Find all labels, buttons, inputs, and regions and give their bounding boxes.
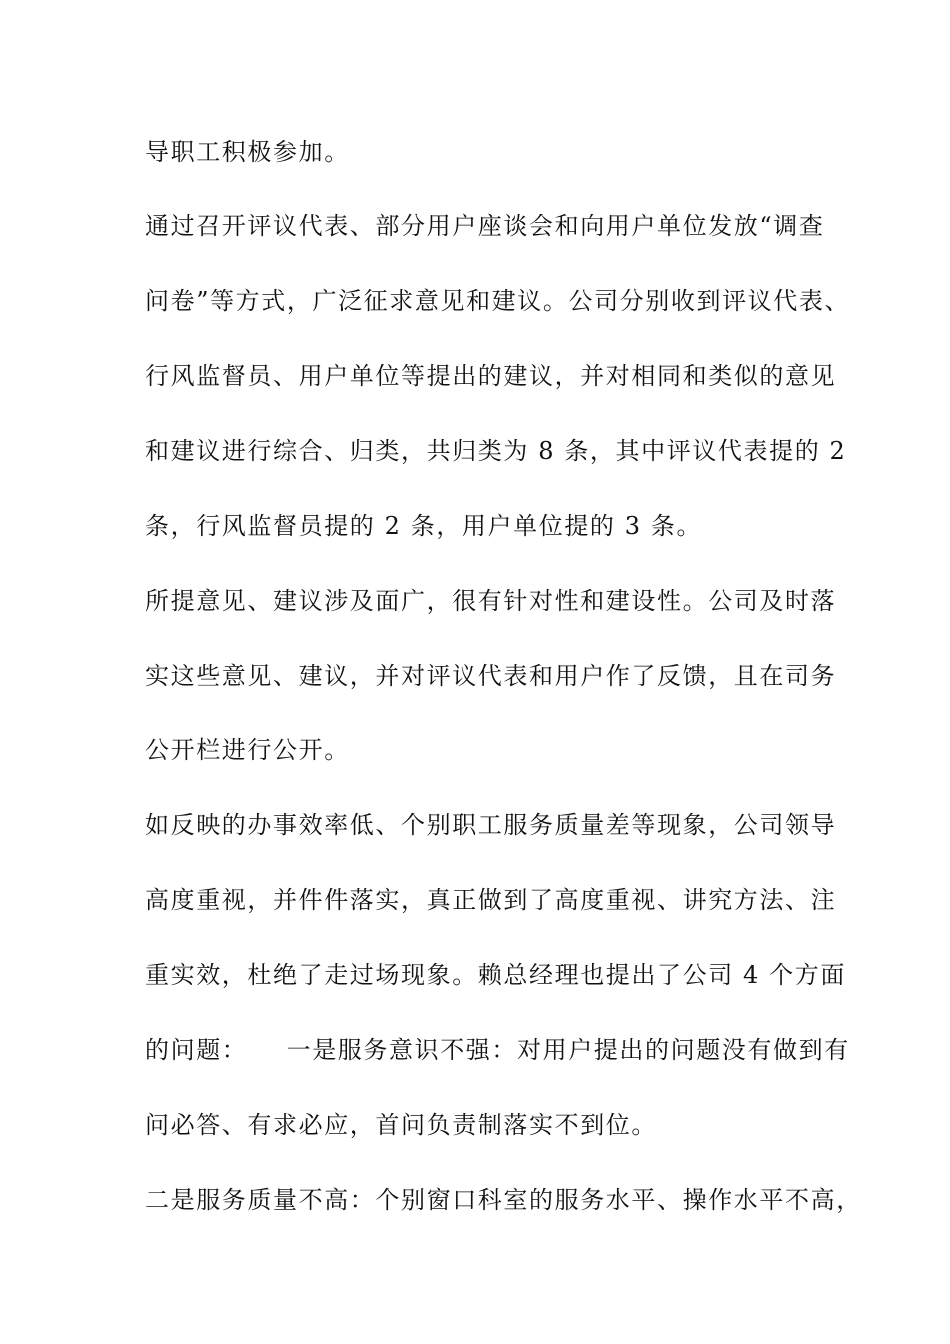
text-line: 高度重视，并件件落实，真正做到了高度重视、讲究方法、注	[145, 886, 837, 914]
text-line: 问必答、有求必应，首问负责制落实不到位。	[145, 1111, 657, 1139]
text-line: 公开栏进行公开。	[145, 736, 350, 764]
text-line: 如反映的办事效率低、个别职工服务质量差等现象，公司领导	[145, 811, 837, 839]
text-line: 二是服务质量不高：个别窗口科室的服务水平、操作水平不高，	[145, 1186, 862, 1214]
text-line: 重实效，杜绝了走过场现象。赖总经理也提出了公司 4 个方面	[145, 961, 846, 989]
text-line: 条，行风监督员提的 2 条，用户单位提的 3 条。	[145, 512, 703, 540]
text-line: 的问题： 一是服务意识不强：对用户提出的问题没有做到有	[145, 1036, 850, 1064]
text-line: 导职工积极参加。	[145, 138, 350, 166]
text-line: 问卷”等方式，广泛征求意见和建议。公司分别收到评议代表、	[145, 287, 851, 315]
text-line: 所提意见、建议涉及面广，很有针对性和建设性。公司及时落	[145, 587, 837, 615]
text-line: 通过召开评议代表、部分用户座谈会和向用户单位发放“调查	[145, 212, 825, 240]
text-line: 和建议进行综合、归类，共归类为 8 条，其中评议代表提的 2	[145, 437, 847, 465]
text-line: 行风监督员、用户单位等提出的建议，并对相同和类似的意见	[145, 362, 837, 390]
text-line: 实这些意见、建议，并对评议代表和用户作了反馈，且在司务	[145, 662, 837, 690]
